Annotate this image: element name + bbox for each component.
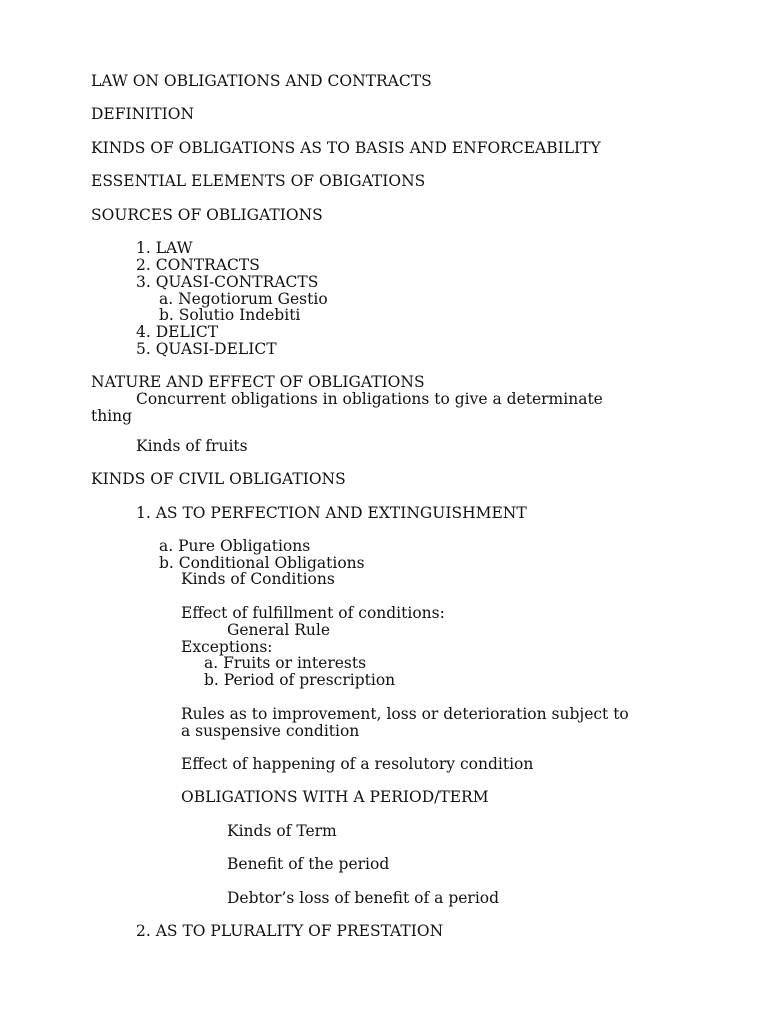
list-item: 1. LAW xyxy=(136,239,193,257)
list-item: 2. CONTRACTS xyxy=(136,256,260,274)
list-item: 4. DELICT xyxy=(136,323,219,341)
general-rule: General Rule xyxy=(227,621,331,639)
effect-resolutory: Effect of happening of a resolutory condition xyxy=(181,755,534,773)
rules-line-continued: a suspensive condition xyxy=(181,722,360,740)
heading-nature: NATURE AND EFFECT OF OBLIGATIONS xyxy=(91,373,425,391)
heading-kinds-basis: KINDS OF OBLIGATIONS AS TO BASIS AND ENFORCEABILITY xyxy=(91,139,601,157)
exceptions: Exceptions: xyxy=(181,638,273,656)
heading-essential-elements: ESSENTIAL ELEMENTS OF OBIGATIONS xyxy=(91,172,426,190)
kinds-of-conditions: Kinds of Conditions xyxy=(181,570,335,588)
nature-kinds-of-fruits: Kinds of fruits xyxy=(136,437,248,455)
list-subitem: a. Pure Obligations xyxy=(159,537,311,555)
list-item: 3. QUASI-CONTRACTS xyxy=(136,273,319,291)
heading-civil-obligations: KINDS OF CIVIL OBLIGATIONS xyxy=(91,470,346,488)
heading-period-term: OBLIGATIONS WITH A PERIOD/TERM xyxy=(181,788,489,806)
heading-plurality: 2. AS TO PLURALITY OF PRESTATION xyxy=(136,922,444,940)
effect-fulfillment: Effect of fulfillment of conditions: xyxy=(181,604,445,622)
nature-line-continued: thing xyxy=(91,407,133,425)
nature-line: Concurrent obligations in obligations to give a determinate xyxy=(136,390,603,408)
debtor-loss-benefit: Debtor’s loss of benefit of a period xyxy=(227,889,500,907)
benefit-of-period: Benefit of the period xyxy=(227,855,390,873)
kinds-of-term: Kinds of Term xyxy=(227,822,337,840)
list-subitem: b. Period of prescription xyxy=(204,671,396,689)
list-subitem: a. Fruits or interests xyxy=(204,654,367,672)
list-subitem: b. Solutio Indebiti xyxy=(159,306,301,324)
heading-perfection: 1. AS TO PERFECTION AND EXTINGUISHMENT xyxy=(136,504,527,522)
list-subitem: b. Conditional Obligations xyxy=(159,554,365,572)
document-title: LAW ON OBLIGATIONS AND CONTRACTS xyxy=(91,72,432,90)
rules-line: Rules as to improvement, loss or deterioration subject to xyxy=(181,705,629,723)
heading-definition: DEFINITION xyxy=(91,105,195,123)
list-item: 5. QUASI-DELICT xyxy=(136,340,277,358)
heading-sources: SOURCES OF OBLIGATIONS xyxy=(91,206,323,224)
list-subitem: a. Negotiorum Gestio xyxy=(159,290,328,308)
